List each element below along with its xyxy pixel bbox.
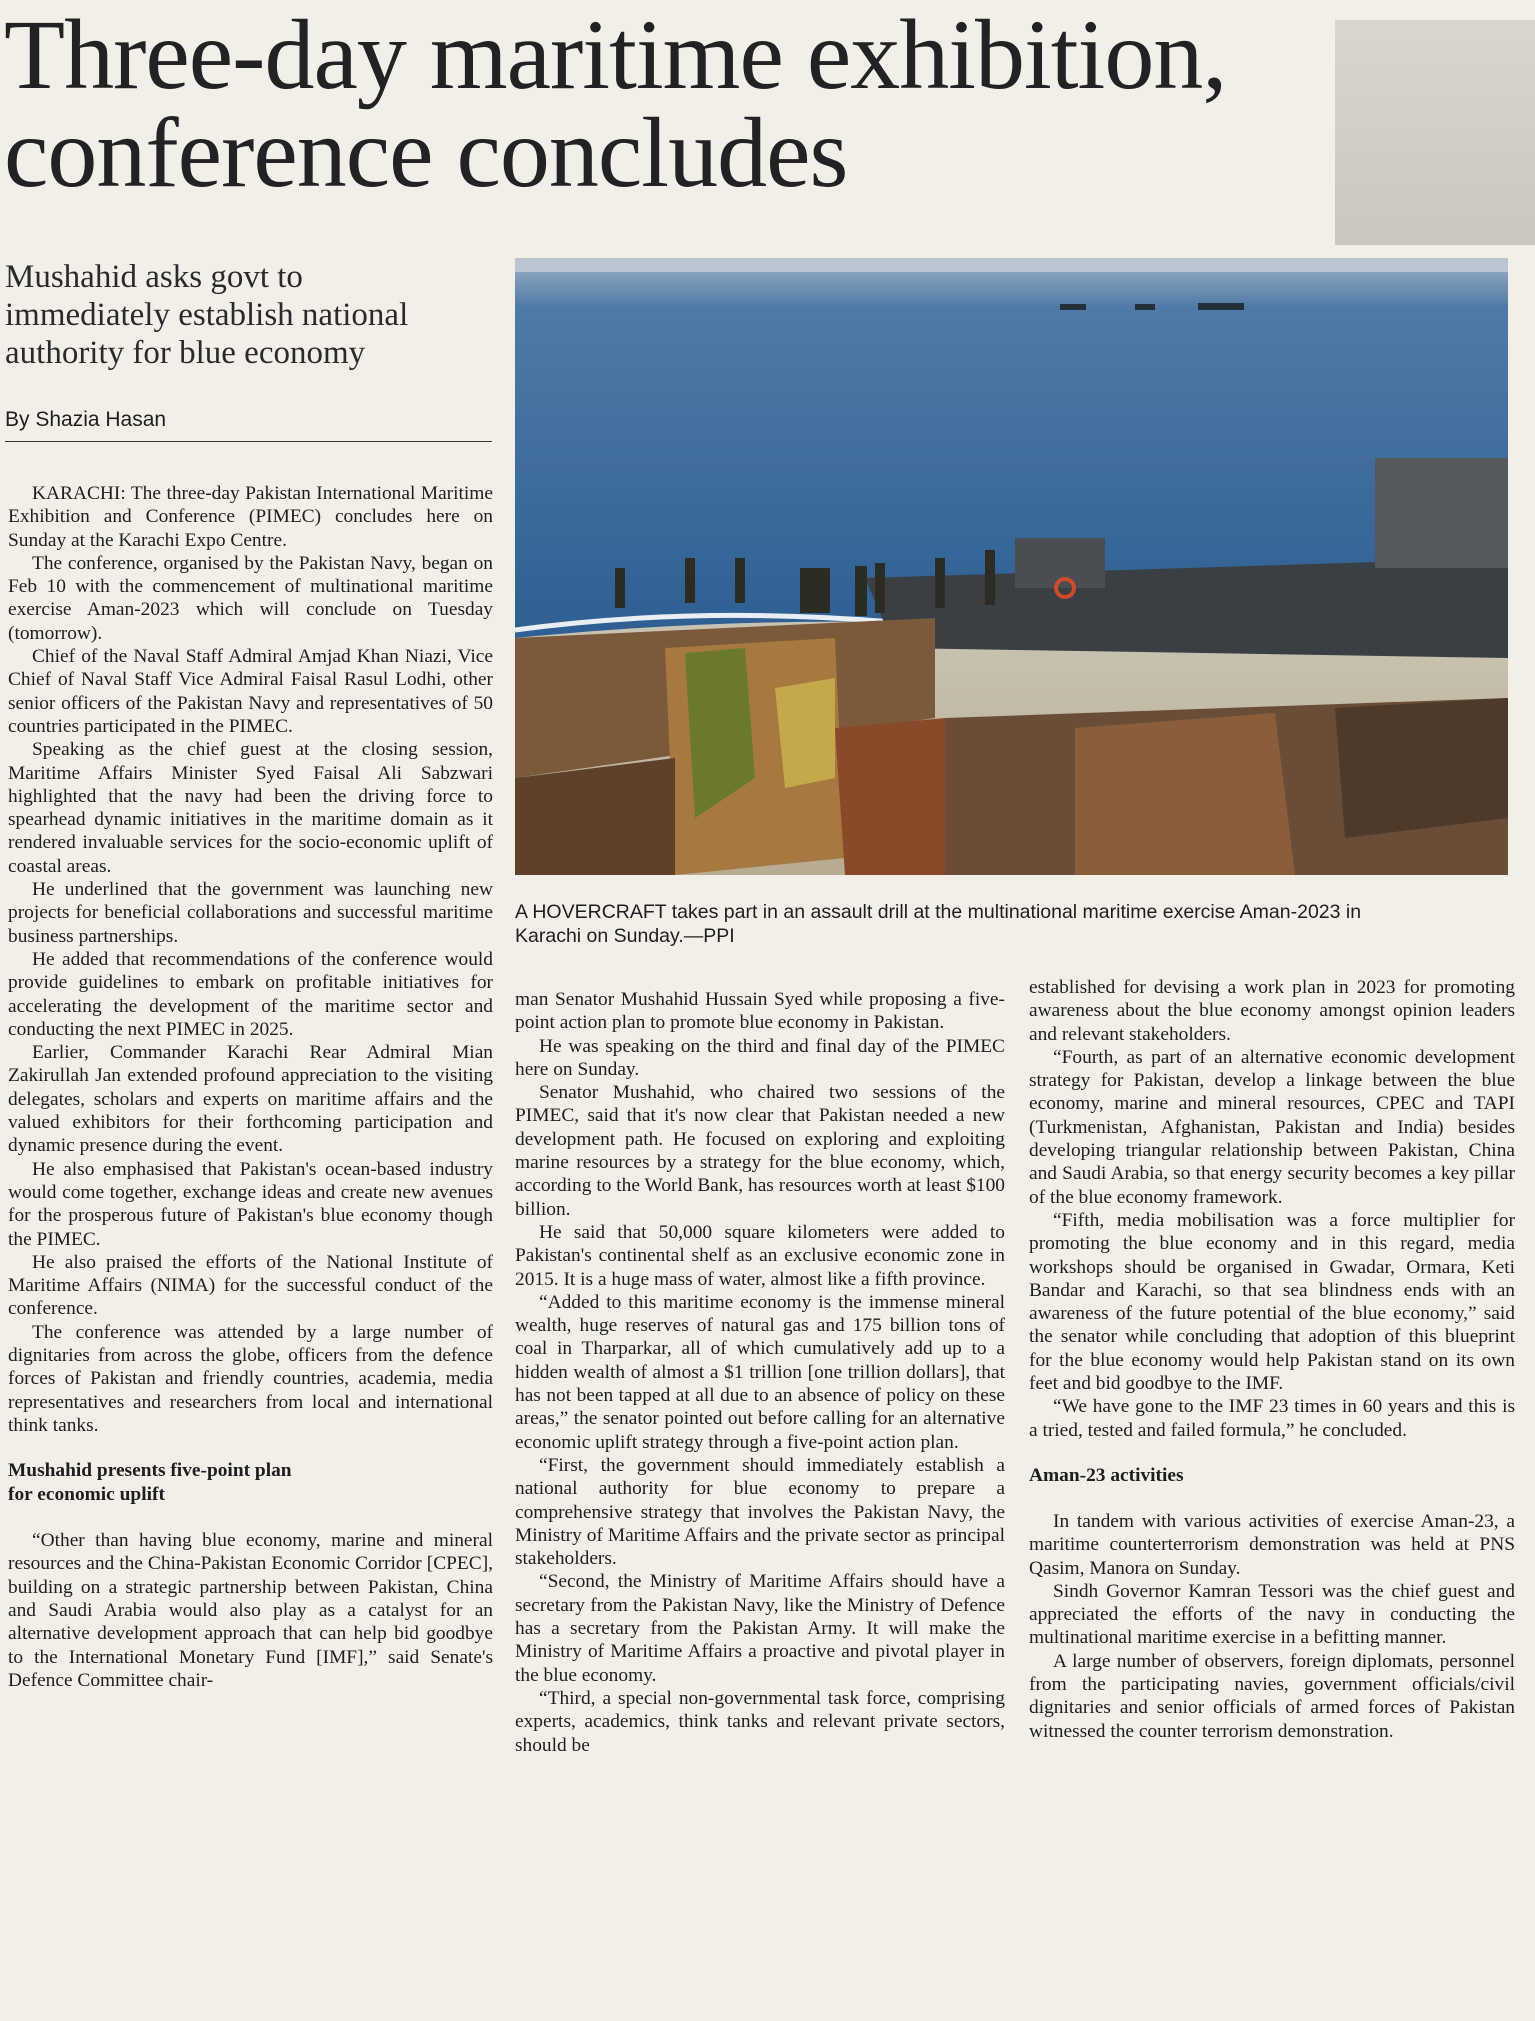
article-column-2: [515, 988, 1005, 1757]
subheadline-line: immediately establish national: [5, 297, 409, 333]
subheadline-line: authority for blue economy: [5, 335, 366, 371]
subhead-line: for economic uplift: [8, 1484, 165, 1506]
paragraph: “Added to this maritime economy is the immense mineral wealth, huge reserves of natural gas and 175 billion tons of coal in Tharparkar, all of which cumulatively add up to a hidden wealth of almost a $1 trillion [one trillion dollars], that has not been tapped at all due to an absence of policy on these areas,” the senator pointed out before calling for an alternative economic uplift strategy through a five-point action plan.: [515, 1291, 1005, 1453]
subheadline: [5, 258, 500, 372]
paragraph: “Third, a special non-governmental task force, comprising experts, academics, think tanks and relevant private sectors, should be: [515, 1687, 1005, 1756]
headline-line: conference concludes: [4, 97, 848, 208]
paragraph: man Senator Mushahid Hussain Syed while proposing a five-point action plan to promote blue economy in Pakistan.: [515, 989, 1005, 1034]
paragraph: He also praised the efforts of the National Institute of Maritime Affairs (NIMA) for the successful conduct of the conference.: [8, 1251, 493, 1320]
section-subhead: [8, 1459, 493, 1507]
paragraph: The conference was attended by a large number of dignitaries from across the globe, officers from the defence forces of Pakistan and friendly countries, academia, media representatives and researchers from local and international think tanks.: [8, 1321, 493, 1436]
paragraph: In tandem with various activities of exercise Aman-23, a maritime counterterrorism demonstration was held at PNS Qasim, Manora on Sunday.: [1029, 1510, 1515, 1579]
paragraph: He also emphasised that Pakistan's ocean-based industry would come together, exchange ideas and create new avenues for the prosperous future of Pakistan's blue economy though the PIMEC.: [8, 1158, 493, 1250]
paragraph: “Fifth, media mobilisation was a force multiplier for promoting the blue economy and in this regard, media workshops should be organised in Gwadar, Ormara, Keti Bandar and Karachi, so that sea blindness ends with an awareness of the future potential of the blue economy,” said the senator while concluding that adoption of this blueprint for the blue economy would help Pakistan stand on its own feet and bid goodbye to the IMF.: [1029, 1209, 1515, 1395]
paragraph: Sindh Governor Kamran Tessori was the chief guest and appreciated the efforts of the navy in conducting the multinational maritime exercise in a befitting manner.: [1029, 1580, 1515, 1649]
photo-caption: [515, 900, 1515, 948]
paragraph: He underlined that the government was launching new projects for beneficial collaborations and successful maritime business partnerships.: [8, 879, 493, 947]
article-column-3: [1029, 976, 1515, 1743]
paragraph: “First, the government should immediately establish a national authority for blue economy to prepare a comprehensive strategy that involves the Pakistan Navy, the Ministry of Maritime Affairs and the private sector as principal stakeholders.: [515, 1454, 1005, 1570]
paragraph: “Second, the Ministry of Maritime Affairs should have a secretary from the Pakistan Navy, like the Ministry of Defence has a secretary from the Pakistan Army. It will make the Ministry of Maritime Affairs a proactive and pivotal player in the blue economy.: [515, 1571, 1005, 1686]
paragraph: Senator Mushahid, who chaired two sessions of the PIMEC, said that it's now clear that Pakistan needed a new development path. He focused on exploring and exploiting marine resources by a strategy for the blue economy, which, according to the World Bank, has resources worth at least $100 billion.: [515, 1082, 1005, 1220]
paragraph: He added that recommendations of the conference would provide guidelines to embark on profitable initiatives for accelerating the development of the maritime sector and conducting the next PIMEC in 2025.: [8, 948, 493, 1040]
paragraph: Earlier, Commander Karachi Rear Admiral Mian Zakirullah Jan extended profound appreciation to the visiting delegates, scholars and experts on maritime affairs and the valued exhibitors for their forthcoming participation and dynamic presence during the event.: [8, 1042, 493, 1157]
paragraph: “Fourth, as part of an alternative economic development strategy for Pakistan, develop a linkage between the blue economy, marine and mineral resources, CPEC and TAPI (Turkmenistan, Afghanistan, Pakistan and India) besides developing triangular relationship between Pakistan, China and Saudi Arabia, so that energy security becomes a key pillar of the blue economy framework.: [1029, 1046, 1515, 1208]
adjacent-page-bleed: [1335, 20, 1535, 245]
headline-line: Three-day maritime exhibition,: [4, 0, 1227, 110]
section-subhead: Aman-23 activities: [1029, 1464, 1184, 1486]
paragraph: He said that 50,000 square kilometers were added to Pakistan's continental shelf as an exclusive economic zone in 2015. It is a huge mass of water, almost like a fifth province.: [515, 1221, 1005, 1290]
hovercraft-drill-image: [515, 258, 1508, 875]
article-column-1: [8, 482, 493, 1692]
paragraph: “Other than having blue economy, marine and mineral resources and the China-Pakistan Economic Corridor [CPEC], building on a strategic partnership between Pakistan, China and Saudi Arabia would also play as a catalyst for an alternative development approach that can help bid goodbye to the International Monetary Fund [IMF],” said Senate's Defence Committee chair-: [8, 1530, 493, 1691]
paragraph: A large number of observers, foreign diplomats, personnel from the participating navies, government officials/civil dignitaries and senior officials of armed forces of Pakistan witnessed the counter terrorism demonstration.: [1029, 1650, 1515, 1742]
news-photo: [515, 258, 1508, 875]
paragraph: Chief of the Naval Staff Admiral Amjad Khan Niazi, Vice Chief of Naval Staff Vice Admiral Faisal Rasul Lodhi, other senior officers of the Pakistan Navy and representatives of 50 countries participated in the PIMEC.: [8, 646, 493, 737]
caption-line: A HOVERCRAFT takes part in an assault drill at the multinational maritime exercise Aman-2023 in: [515, 901, 1362, 923]
paragraph: “We have gone to the IMF 23 times in 60 years and this is a tried, tested and failed formula,” he concluded.: [1029, 1396, 1515, 1441]
caption-line: Karachi on Sunday.—PPI: [515, 925, 735, 947]
headline: [4, 0, 1324, 208]
paragraph: He was speaking on the third and final day of the PIMEC here on Sunday.: [515, 1035, 1005, 1080]
byline: By Shazia Hasan: [5, 408, 492, 442]
paragraph: Speaking as the chief guest at the closing session, Maritime Affairs Minister Syed Faisal Ali Sabzwari highlighted that the navy had been the driving force to spearhead dynamic initiatives in the maritime domain as it rendered invaluable services for the socio-economic uplift of coastal areas.: [8, 739, 493, 877]
paragraph: KARACHI: The three-day Pakistan International Maritime Exhibition and Conference (PIMEC) concludes here on Sunday at the Karachi Expo Centre.: [8, 483, 493, 551]
subhead-line: Mushahid presents five-point plan: [8, 1460, 292, 1482]
paragraph: established for devising a work plan in 2023 for promoting awareness about the blue economy amongst opinion leaders and relevant stakeholders.: [1029, 977, 1515, 1045]
subheadline-line: Mushahid asks govt to: [5, 259, 303, 295]
paragraph: The conference, organised by the Pakistan Navy, began on Feb 10 with the commencement of multinational maritime exercise Aman-2023 which will conclude on Tuesday (tomorrow).: [8, 552, 493, 644]
